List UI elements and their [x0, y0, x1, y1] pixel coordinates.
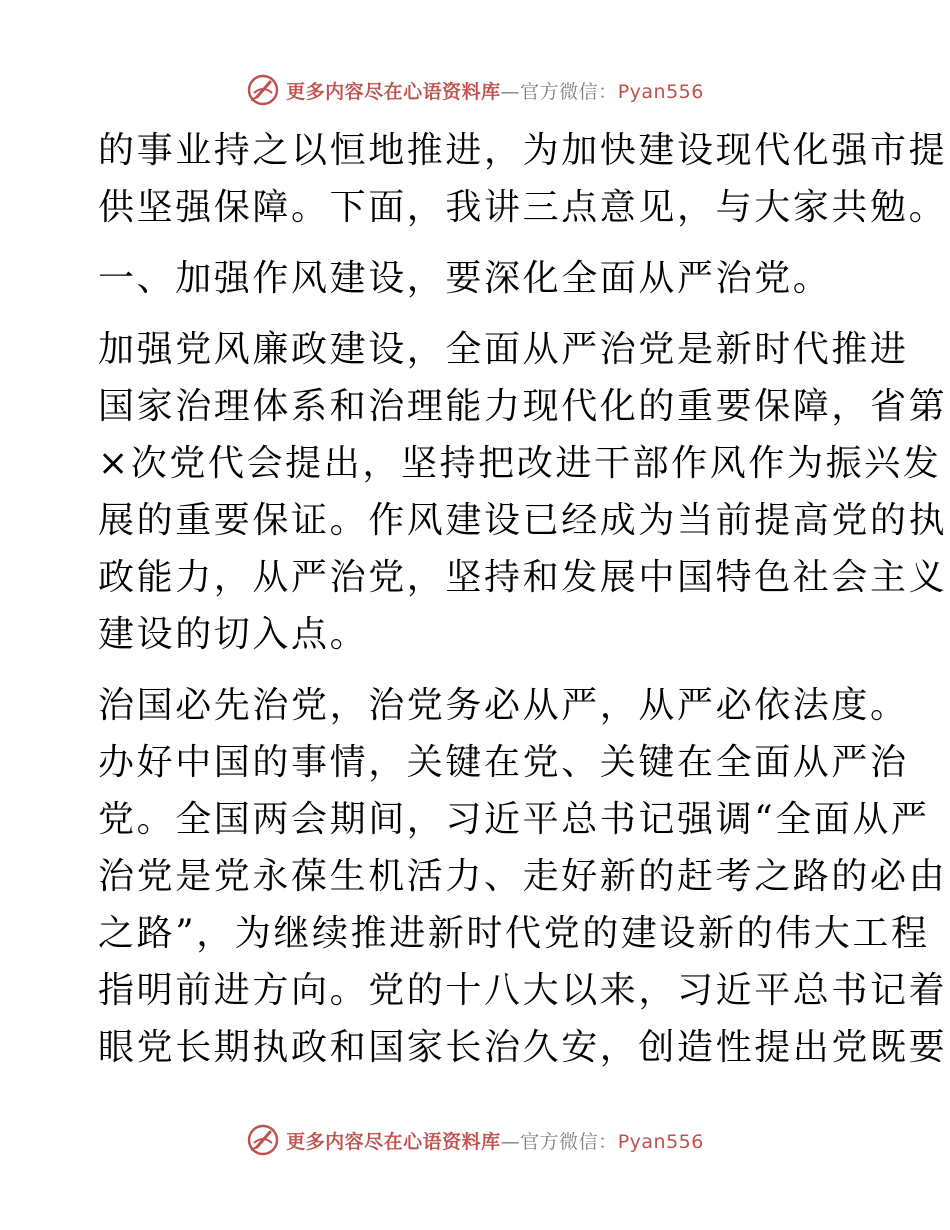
paragraph-line: 展的重要保证。作风建设已经成为当前提高党的执	[98, 500, 948, 541]
book-pen-logo-icon	[246, 73, 280, 107]
site-name: 更多内容尽在心语资料库	[286, 1130, 501, 1153]
paragraph-line: 治党是党永葆生机活力、走好新的赶考之路的必由	[98, 856, 948, 897]
banner-dash: —	[500, 1130, 521, 1153]
wechat-id: Pyan556	[617, 1130, 704, 1153]
wechat-id: Pyan556	[617, 80, 704, 103]
paragraph-line: 加强党风廉政建设，全面从严治党是新时代推进	[98, 329, 909, 370]
paragraph-line: 治国必先治党，治党务必从严，从严必依法度。	[98, 685, 909, 726]
site-name: 更多内容尽在心语资料库	[286, 80, 501, 103]
header-banner-text	[286, 77, 704, 104]
footer-banner	[0, 1118, 950, 1162]
paragraph-line: 建设的切入点。	[98, 614, 369, 655]
paragraph-line: 的事业持之以恒地推进，为加快建设现代化强市提	[98, 130, 948, 171]
paragraph-line: 国家治理体系和治理能力现代化的重要保障，省第	[98, 386, 948, 427]
wechat-label: 官方微信：	[520, 80, 618, 103]
banner-dash: —	[500, 80, 521, 103]
paragraph-line: 党。全国两会期间，习近平总书记强调“全面从严	[98, 799, 930, 840]
paragraph-line: 指明前进方向。党的十八大以来，习近平总书记着	[98, 970, 948, 1011]
paragraph-line: 政能力，从严治党，坚持和发展中国特色社会主义	[98, 557, 948, 598]
header-banner	[0, 68, 950, 112]
footer-banner-text	[286, 1127, 704, 1154]
wechat-label: 官方微信：	[520, 1130, 618, 1153]
paragraph-line: 眼党长期执政和国家长治久安，创造性提出党既要	[98, 1027, 948, 1068]
paragraph-line: 供坚强保障。下面，我讲三点意见，与大家共勉。	[98, 187, 948, 228]
document-body	[98, 122, 948, 1076]
paragraph-line: ×次党代会提出，坚持把改进干部作风作为振兴发	[98, 443, 942, 484]
book-pen-logo-icon	[246, 1123, 280, 1157]
paragraph-line: 办好中国的事情，关键在党、关键在全面从严治	[98, 742, 909, 783]
section-heading: 一、加强作风建设，要深化全面从严治党。	[98, 258, 832, 299]
paragraph-line: 之路”，为继续推进新时代党的建设新的伟大工程	[98, 913, 930, 954]
